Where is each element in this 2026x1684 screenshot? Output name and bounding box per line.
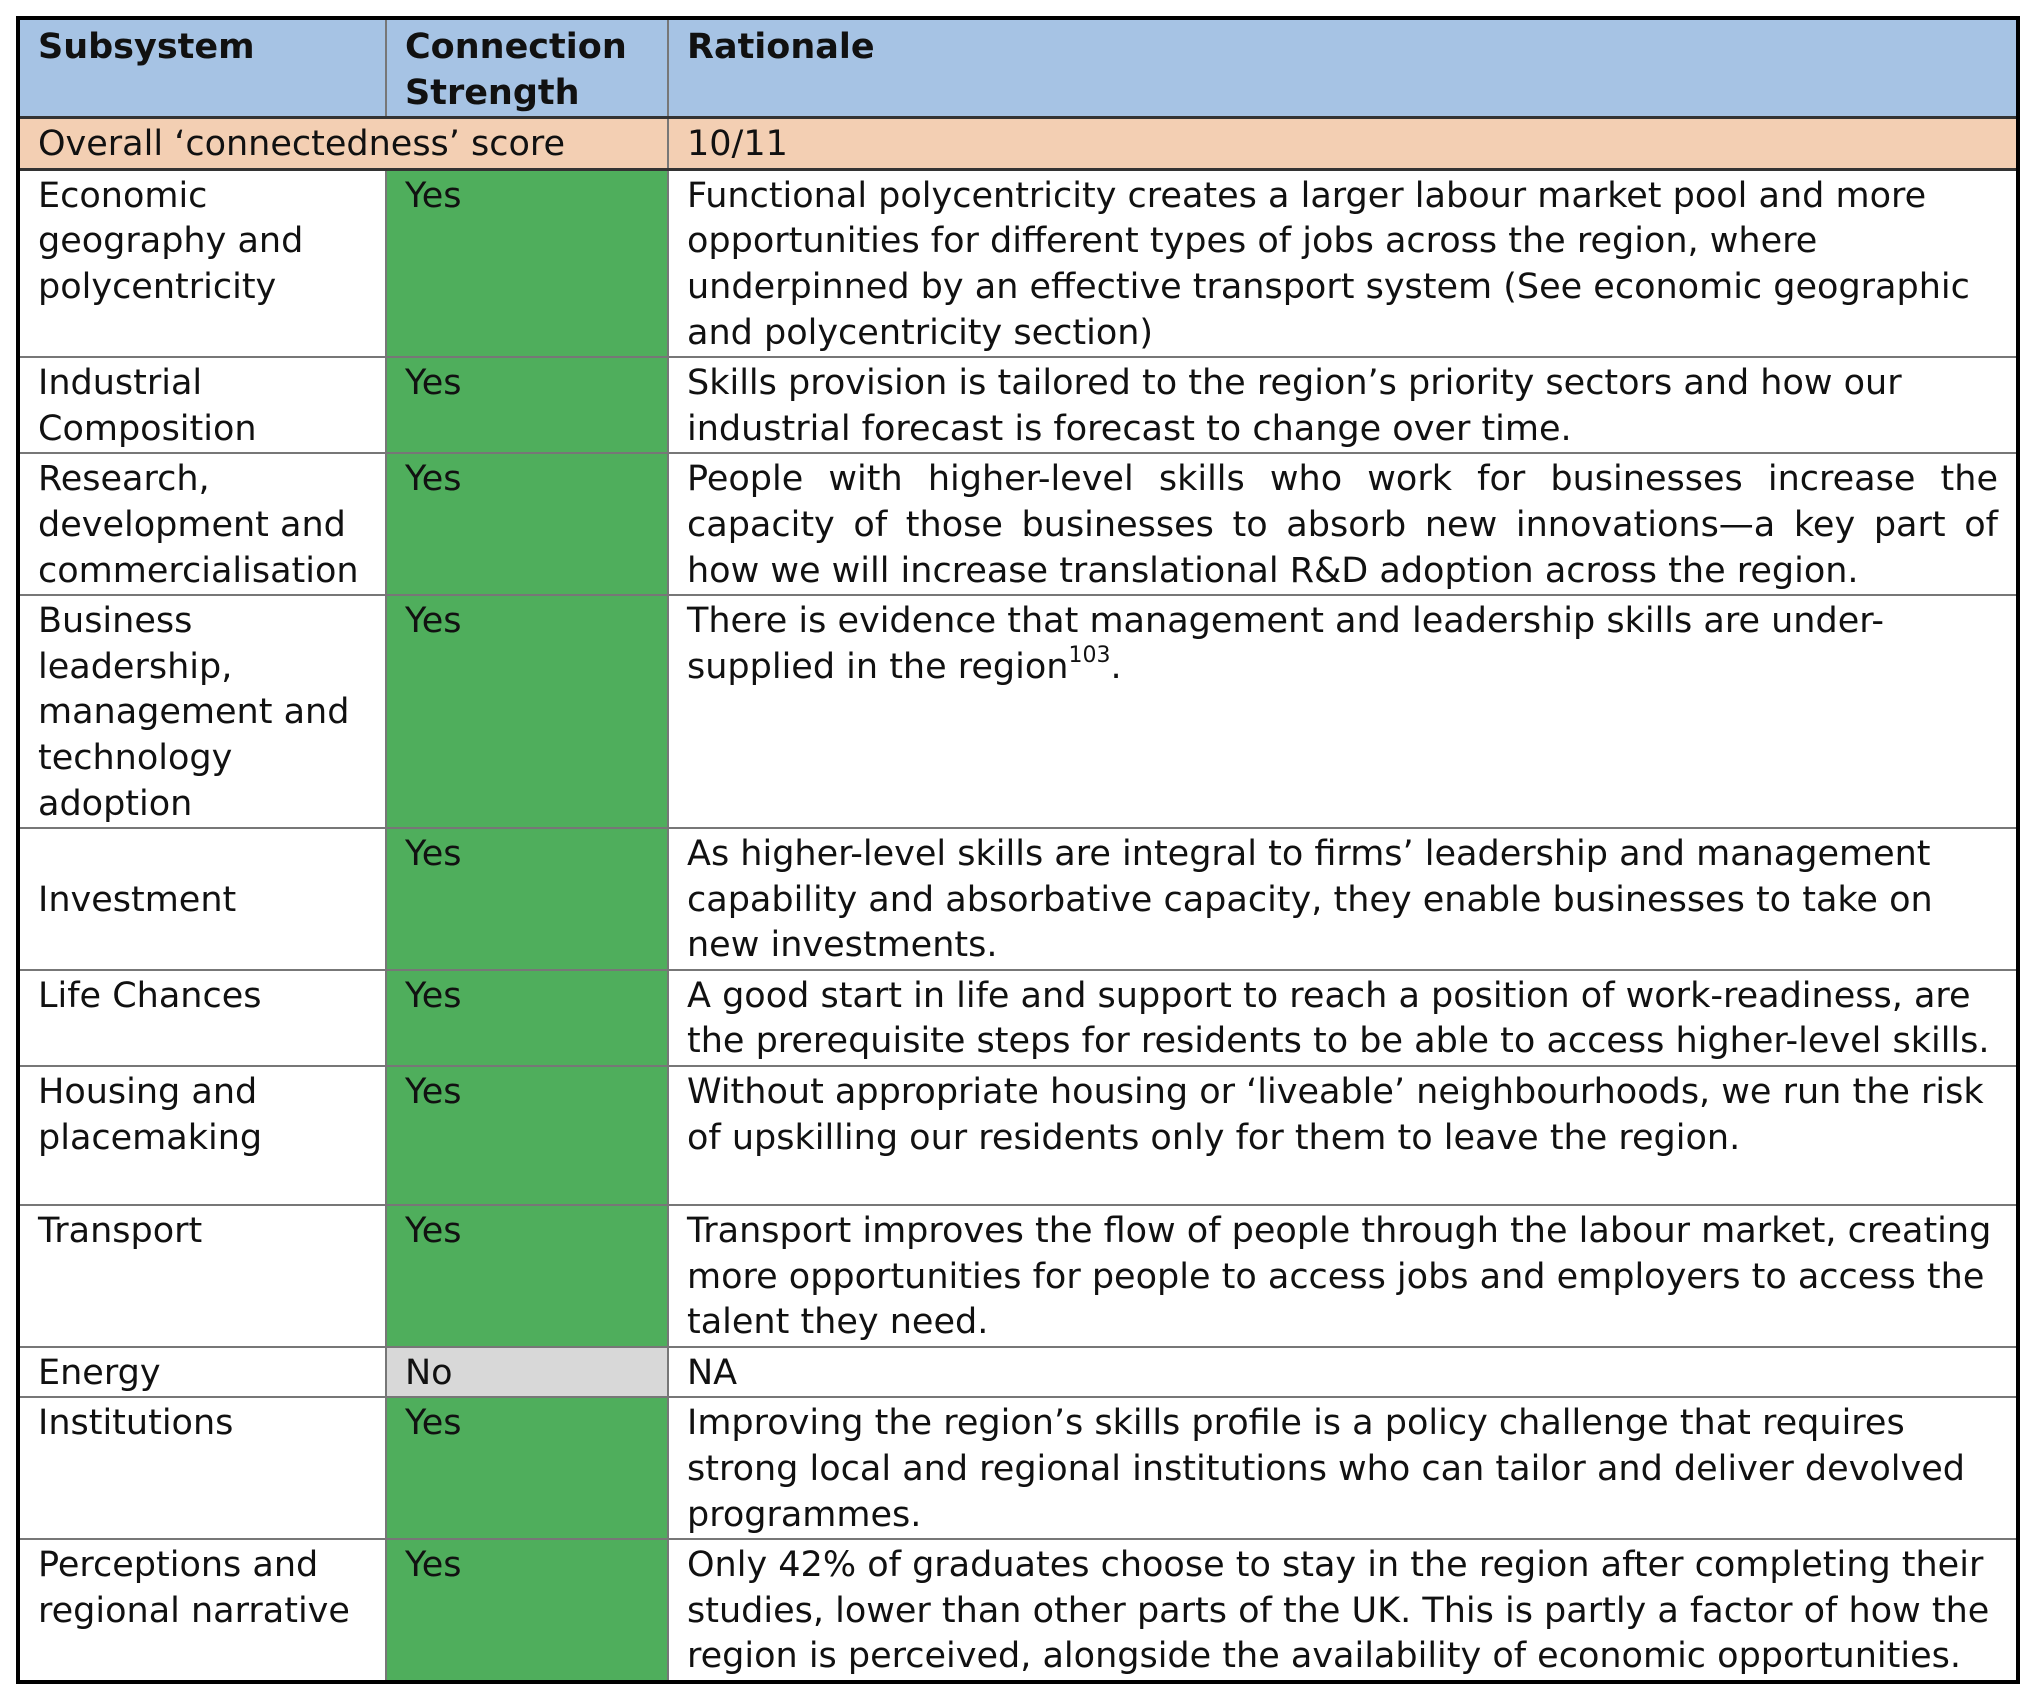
subsystem-cell: Business leadership, management and technology adoption [18, 595, 386, 828]
subsystem-cell: Industrial Composition [18, 357, 386, 453]
rationale-cell: Functional polycentricity creates a larger labour market pool and more opportunities for different types of jobs across the region, where underpinned by an effective transport system (See economic geographic and polycentricity section) [668, 169, 2018, 357]
strength-cell: Yes [386, 453, 668, 595]
header-row [18, 18, 2018, 118]
strength-cell: Yes [386, 169, 668, 357]
subsystem-cell: Perceptions and regional narrative [18, 1539, 386, 1682]
table-row [18, 828, 2018, 970]
rationale-cell: Without appropriate housing or ‘liveable’ neighbourhoods, we run the risk of upskilling our residents only for them to leave the region. [668, 1066, 2018, 1205]
rationale-cell: A good start in life and support to reach a position of work-readiness, are the prerequisite steps for residents to be able to access higher-level skills. [668, 970, 2018, 1066]
strength-cell: Yes [386, 1066, 668, 1205]
score-value: 10/11 [668, 118, 2018, 170]
rationale-end: . [1110, 646, 1122, 687]
strength-cell: Yes [386, 1397, 668, 1539]
strength-cell: Yes [386, 357, 668, 453]
table-row [18, 1539, 2018, 1682]
rationale-cell: Transport improves the flow of people through the labour market, creating more opportunities for people to access jobs and employers to access the talent they need. [668, 1205, 2018, 1347]
subsystem-cell: Investment [18, 828, 386, 970]
header-subsystem: Subsystem [18, 18, 386, 118]
rationale-cell: People with higher-level skills who work for businesses increase the capacity of those businesses to absorb new innovations—a key part of how we will increase translational R&D adoption across the region. [668, 453, 2018, 595]
score-label: Overall ‘connectedness’ score [18, 118, 668, 170]
subsystem-cell: Institutions [18, 1397, 386, 1539]
subsystem-cell: Energy [18, 1347, 386, 1398]
rationale-cell [668, 595, 2018, 828]
rationale-cell: Improving the region’s skills profile is a policy challenge that requires strong local and regional institutions who can tailor and deliver devolved programmes. [668, 1397, 2018, 1539]
table-row [18, 1397, 2018, 1539]
rationale-cell: NA [668, 1347, 2018, 1398]
subsystem-connection-table [16, 16, 2020, 1684]
strength-cell: Yes [386, 828, 668, 970]
subsystem-cell: Research, development and commercialisation [18, 453, 386, 595]
rationale-cell: As higher-level skills are integral to firms’ leadership and management capability and absorbative capacity, they enable businesses to take on new investments. [668, 828, 2018, 970]
subsystem-cell: Housing and placemaking [18, 1066, 386, 1205]
table-row [18, 453, 2018, 595]
strength-cell: Yes [386, 1539, 668, 1682]
subsystem-cell: Life Chances [18, 970, 386, 1066]
header-connection-strength: Connection Strength [386, 18, 668, 118]
rationale-text: There is evidence that management and leadership skills are under-supplied in the region [687, 601, 1885, 687]
footnote-reference: 103 [1068, 643, 1111, 669]
score-row [18, 118, 2018, 170]
subsystem-cell: Economic geography and polycentricity [18, 169, 386, 357]
table-row [18, 1347, 2018, 1398]
table-row [18, 1066, 2018, 1205]
header-rationale: Rationale [668, 18, 2018, 118]
rationale-cell: Skills provision is tailored to the region’s priority sectors and how our industrial forecast is forecast to change over time. [668, 357, 2018, 453]
table-row [18, 357, 2018, 453]
strength-cell: Yes [386, 595, 668, 828]
table-row [18, 169, 2018, 357]
strength-cell: Yes [386, 970, 668, 1066]
rationale-cell: Only 42% of graduates choose to stay in the region after completing their studies, lower than other parts of the UK. This is partly a factor of how the region is perceived, alongside the availability of economic opportunities. [668, 1539, 2018, 1682]
strength-cell: Yes [386, 1205, 668, 1347]
subsystem-cell: Transport [18, 1205, 386, 1347]
strength-cell: No [386, 1347, 668, 1398]
table-row [18, 595, 2018, 828]
table-row [18, 1205, 2018, 1347]
table-row [18, 970, 2018, 1066]
